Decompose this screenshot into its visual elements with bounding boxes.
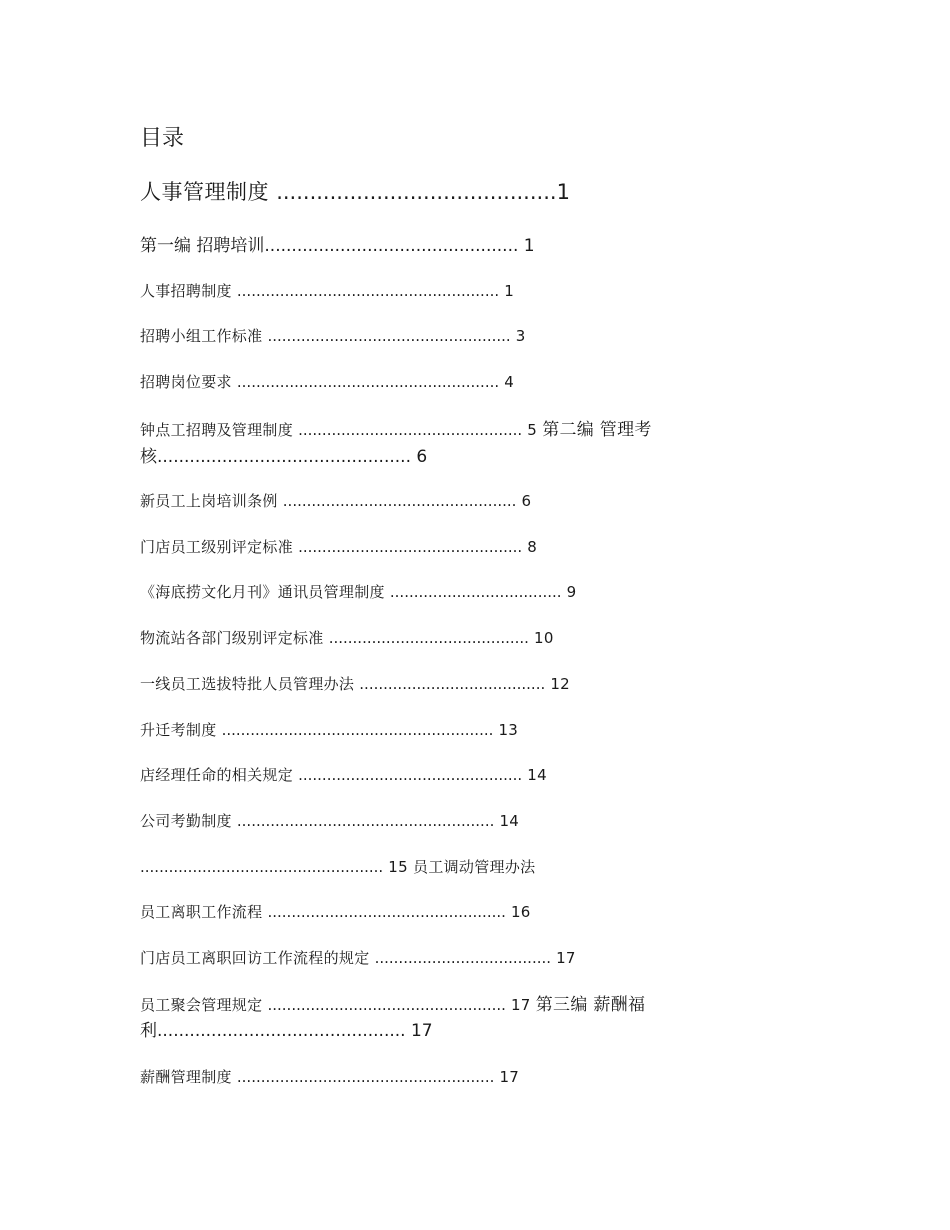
toc-leader-dots: .................................................. bbox=[267, 996, 506, 1014]
toc-entry-text: 人事管理制度 bbox=[140, 180, 269, 204]
toc-page-number: 1 bbox=[556, 180, 571, 204]
toc-page-number: 5 bbox=[527, 421, 538, 439]
toc-entry-text-inline-section: 第三编 薪酬福 bbox=[535, 995, 646, 1015]
toc-page-number: 16 bbox=[510, 903, 531, 921]
toc-title: 目录 bbox=[140, 126, 185, 151]
toc-entry-text: 核 bbox=[140, 447, 157, 467]
toc-entry[interactable] bbox=[140, 947, 576, 968]
toc-page-number: 8 bbox=[527, 538, 538, 556]
toc-entry[interactable] bbox=[140, 810, 519, 831]
toc-entry-level1[interactable] bbox=[140, 231, 535, 256]
toc-entry-text: 钟点工招聘及管理制度 bbox=[140, 421, 294, 439]
toc-leader-dots: .............................................. bbox=[157, 1021, 406, 1041]
toc-entry-text: 门店员工离职回访工作流程的规定 bbox=[140, 949, 370, 967]
toc-leader-dots: ...................................................... bbox=[236, 1068, 495, 1086]
toc-entry[interactable] bbox=[140, 856, 535, 877]
toc-page-number: 17 bbox=[499, 1068, 520, 1086]
toc-page-number: 9 bbox=[566, 583, 577, 601]
toc-entry[interactable] bbox=[140, 901, 531, 922]
toc-entry-text: 第一编 招聘培训 bbox=[140, 236, 265, 256]
toc-entry-continuation[interactable] bbox=[140, 442, 427, 467]
toc-leader-dots: .......................................... bbox=[328, 629, 529, 647]
toc-entry[interactable] bbox=[140, 280, 514, 301]
toc-entry-level0[interactable] bbox=[140, 176, 570, 206]
toc-entry[interactable] bbox=[140, 1066, 519, 1087]
toc-entry[interactable] bbox=[140, 371, 514, 392]
toc-entry-text: 新员工上岗培训条例 bbox=[140, 492, 278, 510]
toc-entry-continuation[interactable] bbox=[140, 1016, 433, 1041]
toc-leader-dots: ............................................... bbox=[298, 421, 523, 439]
toc-entry-text: 员工离职工作流程 bbox=[140, 903, 263, 921]
toc-page-number: 17 bbox=[556, 949, 576, 967]
toc-entry-text: 物流站各部门级别评定标准 bbox=[140, 629, 324, 647]
toc-leader-dots: ............................................... bbox=[298, 766, 523, 784]
toc-page-number: 6 bbox=[521, 492, 532, 510]
toc-entry-text: 员工调动管理办法 bbox=[413, 858, 536, 876]
toc-leader-dots: ....................................................... bbox=[236, 373, 500, 391]
toc-leader-dots: ............................................... bbox=[264, 236, 519, 256]
toc-leader-dots: ..................................... bbox=[374, 949, 552, 967]
toc-leader-dots: .................................................. bbox=[267, 903, 506, 921]
toc-entry-text-inline-section: 第二编 管理考 bbox=[542, 420, 652, 440]
toc-page-number: 12 bbox=[550, 675, 571, 693]
toc-entry[interactable] bbox=[140, 764, 547, 785]
toc-entry-text: 员工聚会管理规定 bbox=[140, 996, 263, 1014]
toc-entry[interactable] bbox=[140, 627, 554, 648]
toc-entry-text: 人事招聘制度 bbox=[140, 282, 232, 300]
toc-entry-text: 招聘岗位要求 bbox=[140, 373, 232, 391]
toc-leader-dots: ................................................... bbox=[140, 858, 384, 876]
toc-leader-dots: .......................................... bbox=[276, 180, 557, 204]
toc-page-number: 1 bbox=[504, 282, 515, 300]
toc-entry-text: 一线员工选拔特批人员管理办法 bbox=[140, 675, 355, 693]
toc-leader-dots: ......................................................... bbox=[221, 721, 494, 739]
toc-entry[interactable] bbox=[140, 536, 537, 557]
toc-entry[interactable] bbox=[140, 673, 570, 694]
toc-page-number: 4 bbox=[504, 373, 515, 391]
toc-page-number: 3 bbox=[515, 327, 526, 345]
toc-leader-dots: ............................................... bbox=[298, 538, 523, 556]
toc-entry[interactable] bbox=[140, 990, 645, 1015]
toc-leader-dots: ...................................................... bbox=[236, 812, 495, 830]
toc-page-number: 14 bbox=[527, 766, 547, 784]
toc-leader-dots: ................................................... bbox=[267, 327, 511, 345]
toc-entry-text: 薪酬管理制度 bbox=[140, 1068, 232, 1086]
toc-page-number: 17 bbox=[510, 996, 531, 1014]
toc-page-number: 13 bbox=[498, 721, 519, 739]
toc-page-number: 15 bbox=[388, 858, 408, 876]
toc-page-number: 14 bbox=[499, 812, 520, 830]
toc-page-number: 17 bbox=[410, 1021, 433, 1041]
toc-entry-text: 《海底捞文化月刊》通讯员管理制度 bbox=[140, 583, 385, 601]
toc-entry[interactable] bbox=[140, 415, 652, 440]
toc-leader-dots: .................................... bbox=[389, 583, 562, 601]
toc-leader-dots: ....................................................... bbox=[236, 282, 500, 300]
toc-entry-text: 店经理任命的相关规定 bbox=[140, 766, 294, 784]
toc-entry-text: 公司考勤制度 bbox=[140, 812, 232, 830]
toc-entry[interactable] bbox=[140, 719, 518, 740]
toc-leader-dots: ............................................... bbox=[157, 447, 411, 467]
toc-entry[interactable] bbox=[140, 581, 576, 602]
toc-page-number: 10 bbox=[534, 629, 554, 647]
toc-entry[interactable] bbox=[140, 325, 526, 346]
toc-entry-text: 利 bbox=[140, 1021, 157, 1041]
toc-page-number: 1 bbox=[523, 236, 535, 256]
toc-page-number: 6 bbox=[416, 447, 428, 467]
toc-entry-text: 门店员工级别评定标准 bbox=[140, 538, 294, 556]
toc-leader-dots: ....................................... bbox=[359, 675, 546, 693]
toc-entry-text: 招聘小组工作标准 bbox=[140, 327, 263, 345]
toc-entry[interactable] bbox=[140, 490, 531, 511]
toc-leader-dots: ................................................. bbox=[282, 492, 517, 510]
toc-entry-text: 升迁考制度 bbox=[140, 721, 217, 739]
